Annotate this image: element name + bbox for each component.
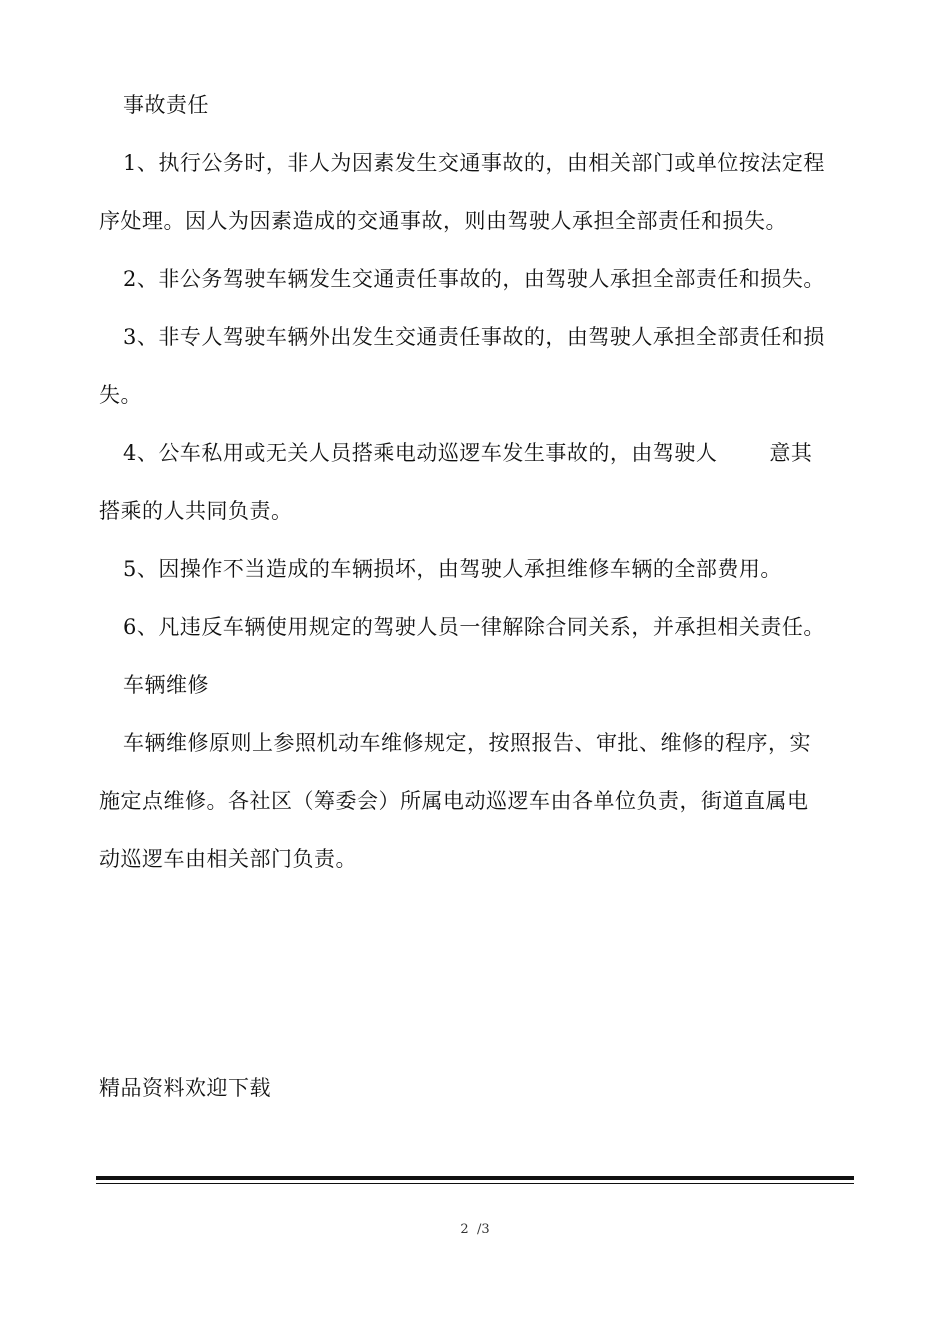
footer-promo-text: 精品资料欢迎下载 (99, 1076, 271, 1100)
footer-divider-thick (96, 1176, 854, 1180)
paragraph-line: 失。 (99, 383, 142, 407)
paragraph-line: 1、执行公务时，非人为因素发生交通事故的，由相关部门或单位按法定程 (123, 151, 825, 175)
paragraph-segment: 意其 (769, 441, 813, 465)
paragraph-line: 施定点维修。各社区（筹委会）所属电动巡逻车由各单位负责，街道直属电 (99, 789, 809, 813)
page-number: 2 /3 (460, 1222, 490, 1237)
paragraph-line: 车辆维修原则上参照机动车维修规定，按照报告、审批、维修的程序，实 (123, 731, 811, 755)
paragraph-line: 序处理。因人为因素造成的交通事故，则由驾驶人承担全部责任和损失。 (99, 209, 787, 233)
document-body (99, 76, 855, 888)
heading-vehicle-maintenance: 车辆维修 (123, 673, 209, 697)
paragraph-line: 2、非公务驾驶车辆发生交通责任事故的，由驾驶人承担全部责任和损失。 (123, 267, 825, 291)
heading-accident-liability: 事故责任 (123, 93, 209, 117)
footer-divider-thin (96, 1183, 854, 1184)
paragraph-line (99, 424, 855, 482)
paragraph-segment: 4、公车私用或无关人员搭乘电动巡逻车发生事故的，由驾驶人 (123, 441, 718, 465)
paragraph-line: 6、凡违反车辆使用规定的驾驶人员一律解除合同关系，并承担相关责任。 (123, 615, 825, 639)
paragraph-line: 3、非专人驾驶车辆外出发生交通责任事故的，由驾驶人承担全部责任和损 (123, 325, 825, 349)
paragraph-line: 动巡逻车由相关部门负责。 (99, 847, 357, 871)
paragraph-line: 搭乘的人共同负责。 (99, 499, 293, 523)
paragraph-line: 5、因操作不当造成的车辆损坏，由驾驶人承担维修车辆的全部费用。 (123, 557, 782, 581)
